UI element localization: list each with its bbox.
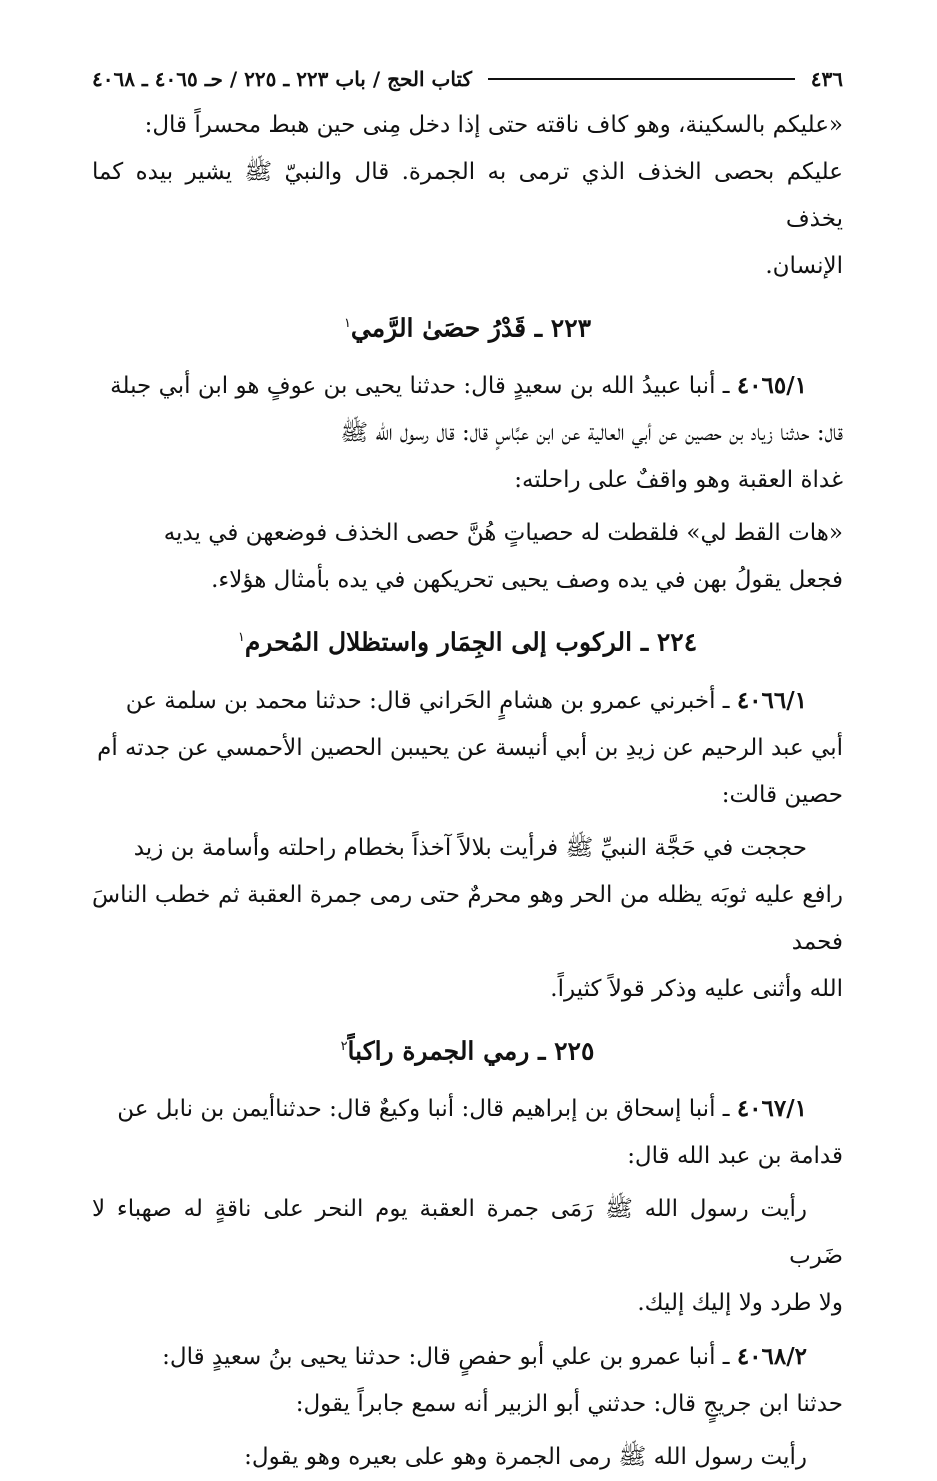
matn-line: فجعل يقولُ بهن في يده وصف يحيى تحريكهن في يده بأمثال هؤلاء. bbox=[211, 567, 843, 594]
isnad-line: قدامة بن عبد الله قال: bbox=[627, 1142, 843, 1169]
matn-line: الله وأثنى عليه وذكر قولاً كثيراً. bbox=[550, 975, 843, 1002]
isnad-text: ـ أنبا إسحاق بن إبراهيم قال: أنبا وكيعٌ قال: حدثناأيمن بن نابل عن bbox=[117, 1095, 730, 1122]
footnote-mark: ١ bbox=[237, 630, 245, 646]
isnad-line: غداة العقبة وهو واقفٌ على راحلته: bbox=[514, 467, 843, 494]
isnad-line bbox=[92, 1333, 843, 1381]
matn-line: رأيت رسول الله ﷺ رمى الجمرة وهو على بعيره وهو يقول: bbox=[244, 1443, 807, 1470]
isnad-line bbox=[92, 362, 843, 410]
chapter-heading bbox=[92, 1017, 843, 1081]
matn-line: رأيت رسول الله ﷺ رَمَى جمرة العقبة يوم النحر على ناقةٍ له صهباء لا ضَرب bbox=[92, 1195, 843, 1269]
isnad-line bbox=[92, 1085, 843, 1133]
chapter-heading bbox=[92, 608, 843, 672]
intro-line: عليكم بحصى الخذف الذي ترمى به الجمرة. قال والنبيّ ﷺ يشير بيده كما يخذف bbox=[92, 159, 843, 232]
hadith-number: ٤٠٦٧/١ bbox=[736, 1094, 807, 1122]
matn-line: «هات القط لي» فلقطت له حصياتٍ هُنَّ حصى الخذف فوضعهن في يديه bbox=[163, 520, 843, 547]
chapter-heading bbox=[92, 294, 843, 358]
chapter-title: ٢٢٣ ـ قَدْرُ حصَىٰ الرَّمي bbox=[350, 313, 592, 343]
page-header bbox=[92, 56, 843, 102]
isnad-text: ـ أنبا عبيدُ الله بن سعيدٍ قال: حدثنا يحيى بن عوفٍ هو ابن أبي جبلة bbox=[110, 373, 730, 400]
isnad-line: أبي عبد الرحيم عن زيدِ بن أبي أنيسة عن يحيىبن الحصين الأحمسي عن جدته أم bbox=[97, 734, 843, 761]
chapter-title: ٢٢٤ ـ الركوب إلى الجِمَار واستظلال المُحرم bbox=[244, 627, 698, 657]
isnad-line: حدثنا ابن جريجٍ قال: حدثني أبو الزبير أنه سمع جابراً يقول: bbox=[295, 1390, 843, 1417]
isnad-text: ـ أخبرني عمرو بن هشامٍ الحَراني قال: حدثنا محمد بن سلمة عن bbox=[125, 687, 730, 714]
hadith-number: ٤٠٦٦/١ bbox=[736, 686, 807, 714]
isnad-line: حصين قالت: bbox=[721, 781, 843, 808]
isnad-line: قال: حدثنا زياد بن حصين عن أبي العالية عن ابن عبَّاسٍ قال: قال رسول الله ﷺ bbox=[340, 420, 843, 447]
isnad-line bbox=[92, 677, 843, 725]
matn-line: رافع عليه ثوبَه يظله من الحر وهو محرمٌ حتى رمى جمرة العقبة ثم خطب الناسَ فحمد bbox=[92, 881, 843, 955]
intro-line: «عليكم بالسكينة، وهو كاف ناقته حتى إذا دخل مِنى حين هبط محسراً قال: bbox=[144, 112, 843, 138]
hadith-number: ٤٠٦٨/٢ bbox=[736, 1342, 807, 1370]
intro-line: الإنسان. bbox=[765, 253, 843, 279]
footnote-mark: ١ bbox=[343, 316, 351, 331]
matn-line: ولا طرد ولا إليك إليك. bbox=[637, 1289, 843, 1316]
page-number: ٤٣٦ bbox=[810, 67, 843, 91]
footnote-mark: ٢ bbox=[340, 1038, 348, 1054]
isnad-text: ـ أنبا عمرو بن علي أبو حفصٍ قال: حدثنا يحيى بنُ سعيدٍ قال: bbox=[162, 1343, 730, 1370]
matn-line: حججت في حَجَّة النبيِّ ﷺ فرأيت بلالاً آخذاً بخطام راحلته وأسامة بن زيد bbox=[133, 834, 807, 861]
header-rule bbox=[488, 78, 795, 80]
running-title: كتاب الحج / باب ٢٢٣ ـ ٢٢٥ / حـ ٤٠٦٥ ـ ٤٠٦٨ bbox=[92, 67, 473, 91]
chapter-title: ٢٢٥ ـ رمي الجمرة راكباً bbox=[347, 1035, 595, 1065]
hadith-number: ٤٠٦٥/١ bbox=[736, 372, 807, 400]
